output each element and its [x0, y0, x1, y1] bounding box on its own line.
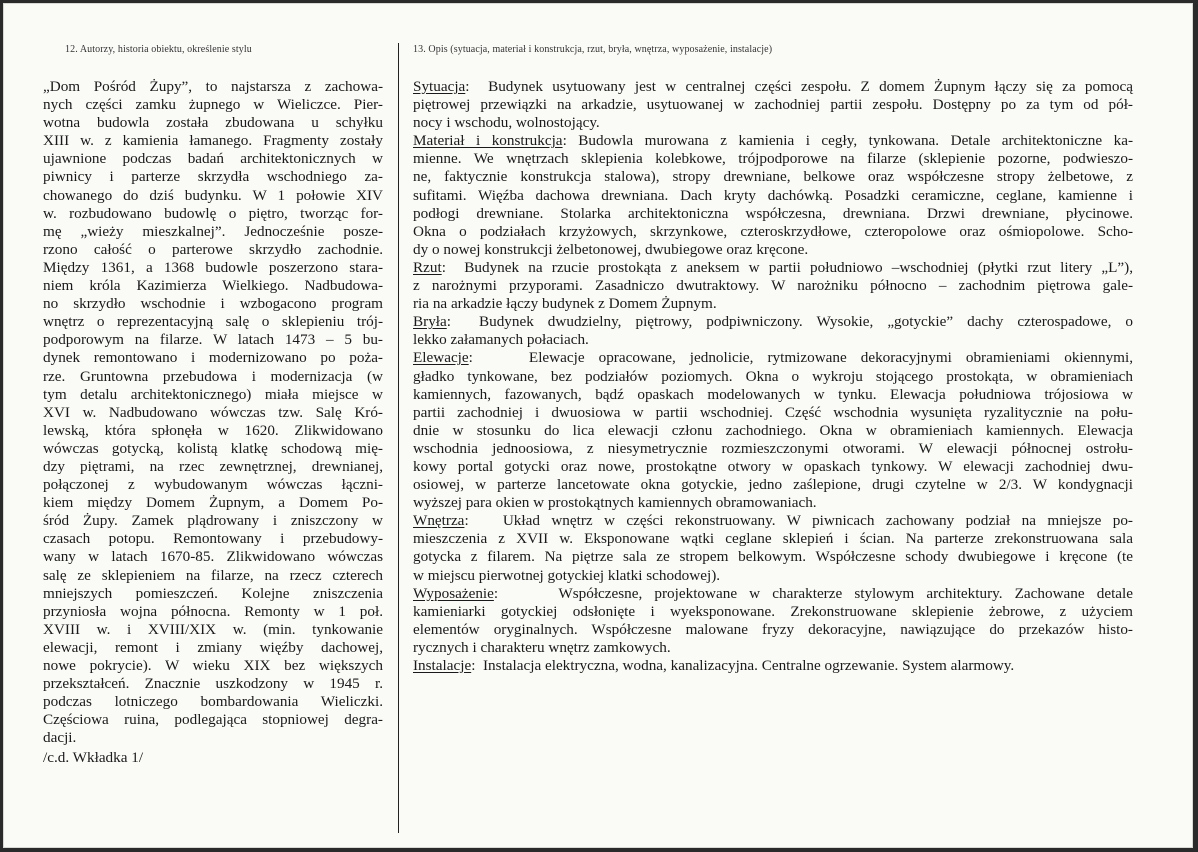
- section-label: Rzut: [413, 258, 442, 276]
- section-line: elementów oryginalnych. Współczesne malowane fryzy dekoracyjne, nawiązujące do przekazów histo-: [413, 620, 1133, 638]
- section-elewacje: [413, 349, 1133, 512]
- section-line: kamieniarki gotyckiej odsłonięte i wyeksponowane. Zrekonstruowane sklepienie żebrowe, z użyciem: [413, 602, 1133, 620]
- section-line: [413, 132, 1133, 150]
- section-label: Wnętrza: [413, 512, 465, 530]
- section-line: dnie w stosunku do lica elewacji członu zachodniego. Okna w obramieniach kamiennych. Elewacja: [413, 421, 1133, 439]
- section-sytuacja: [413, 78, 1133, 132]
- history-line: „Dom Pośród Żupy”, to najstarsza z zachowa-: [43, 78, 383, 95]
- section-wnętrza: [413, 512, 1133, 584]
- section-line: dy o nowej konstrukcji żelbetonowej, dwubiegowe oraz kręcone.: [413, 240, 809, 258]
- history-line: przyniosła wojna północna. Remonty w 1 poł.: [43, 602, 383, 620]
- section-line: [413, 349, 1133, 367]
- section-line: podłogi drewniane. Stolarka architektoniczna współczesna, drewniana. Drzwi drewniane, płycinowe.: [413, 204, 1133, 222]
- section-line: partii zachodniej i dwuosiowa w partii wschodniej. Część wschodnia wysunięta ryzalitycznie na połu-: [413, 403, 1133, 421]
- section-line: mieszczenia z XVII w. Eksponowane wątki ceglane sklepień i ścian. Na parterze zrekonstruowana sala: [413, 530, 1133, 548]
- section-line: [413, 657, 1133, 675]
- section-line: gotycka z filarem. Na piętrze sala ze stropem belkowym. Współczesne schody dwubiegowe i kręcone (te: [413, 548, 1133, 566]
- section-line: ne, faktycznie konstrukcja stalowa), stropy drewniane, belkowe oraz współczesne stropy żelbetowe, z: [413, 168, 1133, 186]
- section-line: piętrowej przewiązki na arkadzie, usytuowanej w zachodniej partii zespołu. Dostępny po za tym od pół-: [413, 96, 1133, 114]
- section-text: : Budowla murowana z kamienia i cegły, tynkowana. Detale architektoniczne ka-: [562, 132, 1133, 150]
- history-line: elewacji, remont i zmiany więźby dachowej,: [43, 638, 383, 656]
- history-line: XVIII w. i XVIII/XIX w. (min. tynkowanie: [43, 620, 383, 638]
- history-text: [43, 78, 383, 747]
- history-line: czasach potopu. Remontowany i przebudowy-: [43, 530, 383, 548]
- section-line: lekko załamanych połaciach.: [413, 331, 589, 349]
- history-line: mniejszych pomieszczeń. Kolejne zniszczenia: [43, 584, 383, 602]
- section-line: sufitami. Więźba dachowa drewniana. Dach kryty dachówką. Posadzki ceramiczne, ceglane, kamienne i: [413, 186, 1133, 204]
- section-line: [413, 585, 1133, 603]
- history-line: salę ze sklepieniem na filarze, na rzecz czterech: [43, 566, 383, 584]
- section-text: : Budynek usytuowany jest w centralnej części zespołu. Z domem Żupnym łączy się za pomocą: [465, 78, 1133, 95]
- section-line: w miejscu pierwotnej gotyckiej klatki schodowej).: [413, 566, 721, 584]
- section-line: mienne. We wnętrzach sklepienia kolebkowe, trójpodporowe na filarze (sklepienie pozorne, podwieszo-: [413, 150, 1133, 168]
- section-label: Wyposażenie: [413, 584, 494, 602]
- history-line: niem króla Kazimierza Wielkiego. Nadbudowa-: [43, 277, 383, 295]
- section-label: Elewacje: [413, 349, 469, 367]
- history-line: lewską, która spłonęła w 1620. Zlikwidowano: [43, 421, 383, 439]
- description-text: [413, 78, 1133, 675]
- history-line: rze. Gruntowna przebudowa i modernizacja (w: [43, 367, 383, 385]
- history-line: nych części zamku żupnego w Wieliczce. Pier-: [43, 96, 383, 114]
- history-line: chowanego do dziś budynku. W 1 połowie XIV: [43, 186, 383, 204]
- history-line: mę „wieży mieszkalnej”. Jednocześnie posze-: [43, 222, 383, 240]
- section-line: [413, 512, 1133, 530]
- section-instalacje: [413, 657, 1133, 675]
- history-line: dacji.: [43, 729, 77, 747]
- section-text: : Układ wnętrz w części rekonstruowany. W piwnicach zachowany podział na mniejsze po-: [464, 512, 1133, 530]
- section-label: Instalacje: [413, 657, 472, 674]
- section-text: : Instalacja elektryczna, wodna, kanalizacyjna. Centralne ogrzewanie. System alarmowy.: [471, 657, 1015, 674]
- section-label: Materiał i konstrukcja: [413, 132, 563, 150]
- section-materiał-i-konstrukcja: [413, 132, 1133, 259]
- section-bryła: [413, 313, 1133, 349]
- column-divider: [398, 43, 399, 833]
- history-header: 12. Autorzy, historia obiektu, określenie stylu: [65, 44, 252, 55]
- history-line: XVI w. Nadbudowano wówczas tzw. Salę Kró-: [43, 403, 383, 421]
- section-line: osiowej, w parterze lancetowate okna gotyckie, jedno zaślepione, drugi czytelne w 2/3. W kondygnacji: [413, 476, 1133, 494]
- history-line: rzono całość o parterowe skrzydło zachodnie.: [43, 240, 383, 258]
- section-line: kowy portal gotycki oraz nowe, prostokątne otwory w opaskach tynkowy. W elewacji zachodniej dwu-: [413, 457, 1133, 475]
- history-line: wotna budowla została zbudowana u schyłku: [43, 114, 383, 132]
- history-line: ujawnione podczas badań architektonicznych w: [43, 150, 383, 168]
- history-column: [43, 43, 383, 767]
- history-line: w. rozbudowano budowlę o piętro, tworząc for-: [43, 204, 383, 222]
- section-line: ria na arkadzie łączy budynek z Domem Żupnym.: [413, 295, 717, 313]
- history-line: przekształceń. Znacznie uszkodzony w 1945 r.: [43, 675, 383, 693]
- description-column: [413, 43, 1133, 675]
- description-header: 13. Opis (sytuacja, materiał i konstrukcja, rzut, bryła, wnętrza, wyposażenie, instalacje): [413, 44, 773, 55]
- history-line: połączonej z wybudowanym wówczas łączni-: [43, 476, 383, 494]
- section-text: : Budynek na rzucie prostokąta z aneksem w partii południowo –wschodniej (płytki rzut litery „L”),: [441, 258, 1133, 276]
- history-line: podporowym na filarze. W latach 1473 – 5 bu-: [43, 331, 383, 349]
- section-line: Okna o podziałach krzyżowych, skrzynkowe, czteroskrzydłowe, czteropolowe oraz ośmiopolowe. Scho-: [413, 222, 1133, 240]
- history-line: nowe pokrycie). W wieku XIX bez większych: [43, 657, 383, 674]
- history-line: wnętrz o reprezentacyjną salę o sklepieniu trój-: [43, 313, 383, 331]
- history-line: Między 1361, a 1368 budowle poszerzono stara-: [43, 258, 383, 276]
- history-line: XIII w. z kamienia łamanego. Fragmenty zostały: [43, 132, 383, 150]
- section-text: : Współczesne, projektowane w charakterze stylowym architektury. Zachowane detale: [493, 584, 1133, 602]
- section-label: Bryła: [413, 313, 447, 331]
- section-line: [413, 313, 1133, 331]
- section-line: kamiennych, fazowanych, bądź opaskach modelowanych w tynku. Elewacja południowa trójosiowa w: [413, 385, 1133, 403]
- section-text: : Elewacje opracowane, jednolicie, rytmizowane dekoracyjnymi obramieniami okiennymi,: [468, 349, 1133, 367]
- section-line: z narożnymi przyporami. Zasadniczo dwutraktowy. W narożniku północno – zachodnim piętrowa gale-: [413, 277, 1133, 295]
- section-wyposażenie: [413, 585, 1133, 657]
- history-line: dzy piętrami, na rzec zewnętrznej, drewnianej,: [43, 457, 383, 475]
- section-line: gładko tynkowane, bez podziałów poziomych. Okna o wykroju stojącego prostokąta, w obramieniach: [413, 367, 1133, 385]
- history-line: śród Żupy. Zamek plądrowany i zniszczony w: [43, 512, 383, 530]
- history-line: tym detalu architektonicznego) miała miejsce w: [43, 385, 383, 403]
- history-line: dynek remontowano i modernizowano po poża-: [43, 349, 383, 367]
- history-line: wany w latach 1670-85. Zlikwidowano wówczas: [43, 548, 383, 566]
- section-line: wyższej para okien w prostokątnych kamiennych obramowaniach.: [413, 494, 817, 512]
- document-sheet: [3, 3, 1193, 848]
- section-line: [413, 78, 1133, 96]
- history-line: no skrzydło wschodnie i wzbogacono program: [43, 295, 383, 313]
- section-line: wschodnia jednoosiowa, z niesymetrycznie rozmieszczonymi otworami. W elewacji północnej ostrołu-: [413, 439, 1133, 457]
- history-line: piwnicy i parterze skrzydła wschodniego za-: [43, 168, 383, 186]
- section-rzut: [413, 259, 1133, 313]
- section-text: : Budynek dwudzielny, piętrowy, podpiwniczony. Wysokie, „gotyckie” dachy czterospadowe, o: [446, 313, 1133, 331]
- section-line: [413, 259, 1133, 277]
- history-line: wówczas gotycką, kolistą klatkę schodową mię-: [43, 439, 383, 457]
- history-line: kiem między Domem Żupnym, a Domem Po-: [43, 494, 383, 512]
- section-label: Sytuacja: [413, 78, 466, 95]
- history-line: podczas lotniczego bombardowania Wieliczki.: [43, 693, 383, 711]
- continuation-note: /c.d. Wkładka 1/: [43, 749, 144, 767]
- section-line: rycznych i charakteru wnętrz zamkowych.: [413, 638, 671, 656]
- section-line: nocy i wschodu, wolnostojący.: [413, 114, 600, 132]
- history-line: Częściowa ruina, podlegająca stopniowej degra-: [43, 711, 383, 729]
